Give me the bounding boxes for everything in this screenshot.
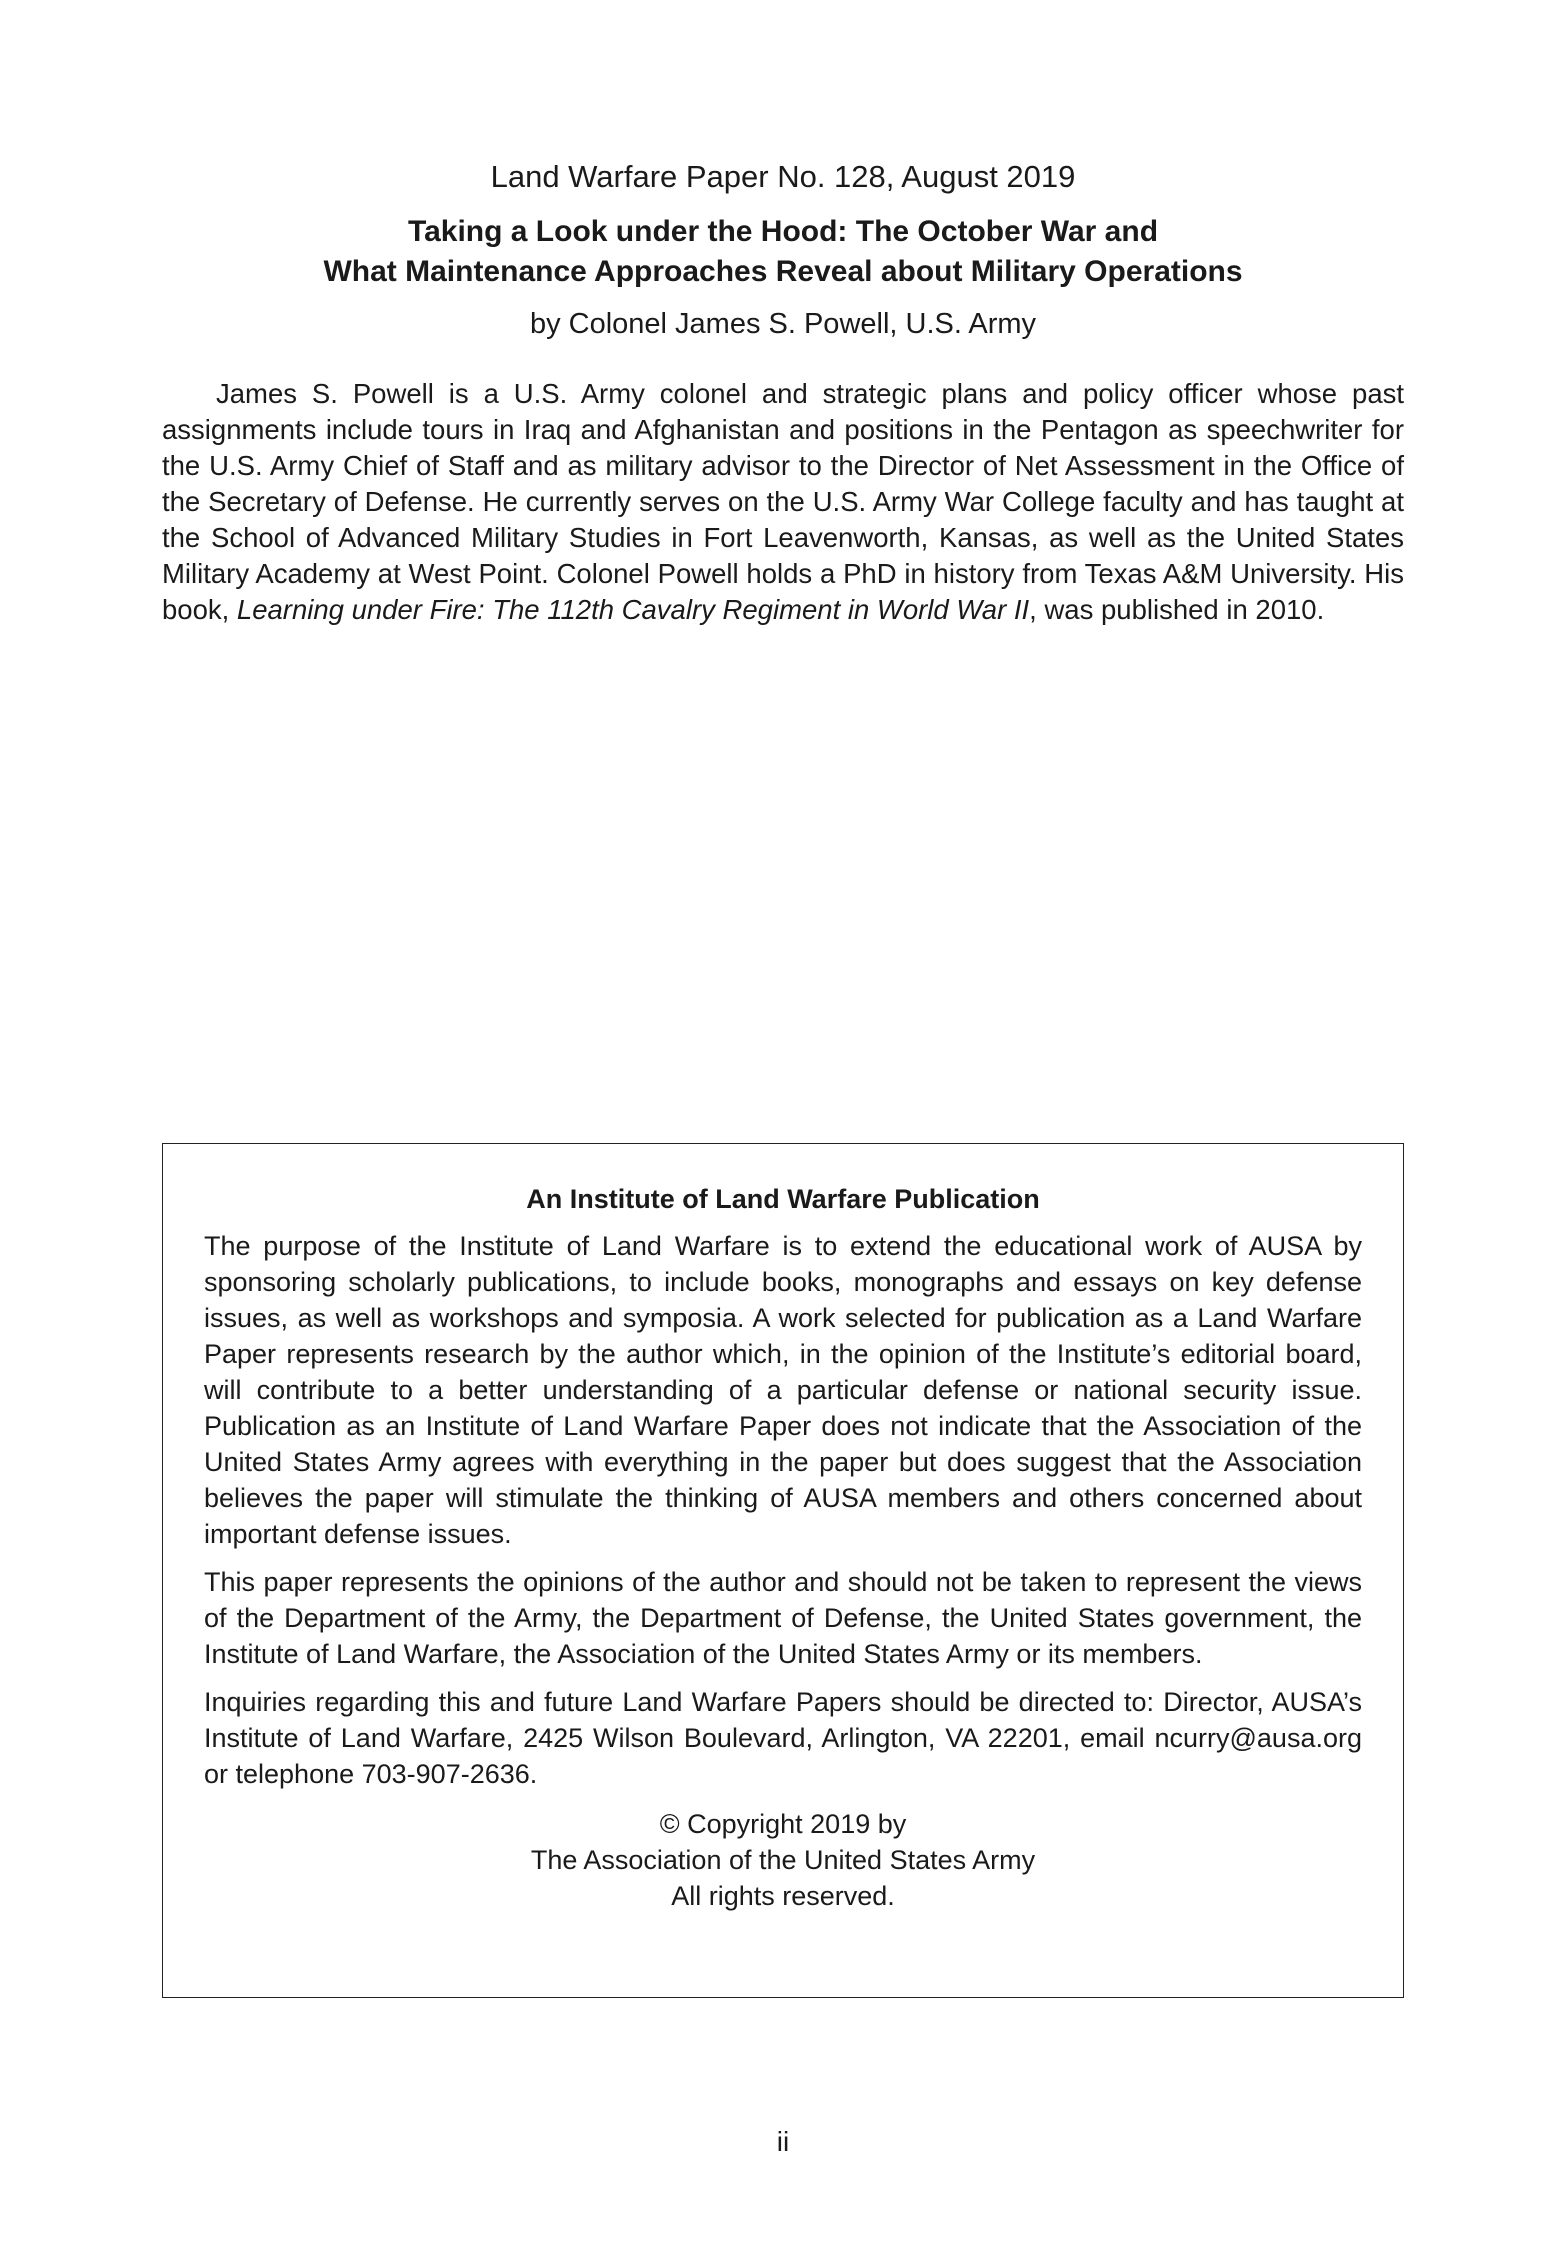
book-title: Learning under Fire: The 112th Cavalry Regiment in World War II <box>236 594 1030 625</box>
author-bio-text: James S. Powell is a U.S. Army colonel and strategic plans and policy officer whose past assignments include tours in Iraq and Afghanistan and positions in the Pentagon as speechwriter for the U.S. Army Chief of Staff and as military advisor to the Director of Net Assessment in the Office of the Secretary of Defense. He currently serves on the U.S. Army War College faculty and has taught at the School of Advanced Military Studies in Fort Leavenworth, Kansas, as well as the United States Military Academy at West Point. Colonel Powell holds a PhD in history from Texas A&M University. His book, <box>162 378 1404 625</box>
publication-heading: An Institute of Land Warfare Publication <box>526 1184 1040 1214</box>
paper-title-line-2: What Maintenance Approaches Reveal about Military Operations <box>323 255 1243 288</box>
copyright-line-2: The Association of the United States Army <box>530 1845 1036 1875</box>
disclaimer-paragraph: This paper represents the opinions of the author and should not be taken to represent the views of the Department of the Army, the Department of Defense, the United States government, the Institute of Land Warfare, the Association of the United States Army or its members. <box>204 1567 1362 1669</box>
paper-title-line-1: Taking a Look under the Hood: The October War and <box>407 215 1159 248</box>
paper-title <box>0 212 1566 292</box>
purpose-paragraph: The purpose of the Institute of Land Warfare is to extend the educational work of AUSA by sponsoring scholarly publications, to include books, monographs and essays on key defense issues, as well as workshops and symposia. A work selected for publication as a Land Warfare Paper represents research by the author which, in the opinion of the Institute’s editorial board, will contribute to a better understanding of a particular defense or national security issue. Publication as an Institute of Land Warfare Paper does not indicate that the Association of the United States Army agrees with everything in the paper but does suggest that the Association believes the paper will stimulate the thinking of AUSA members and others concerned about important defense issues. <box>204 1231 1362 1549</box>
author-bio <box>162 376 1404 628</box>
publication-info-box <box>162 1143 1404 1998</box>
author-bio-text-end: , was published in 2010. <box>1029 594 1325 625</box>
copyright-notice <box>204 1806 1362 1914</box>
series-line: Land Warfare Paper No. 128, August 2019 <box>490 159 1076 194</box>
inquiries-paragraph: Inquiries regarding this and future Land Warfare Papers should be directed to: Director, AUSA’s Institute of Land Warfare, 2425 Wilson Boulevard, Arlington, VA 22201, email ncurry@ausa.org or telephone 703-907-2636. <box>204 1687 1362 1789</box>
publication-info-content <box>204 1181 1362 1914</box>
copyright-line-3: All rights reserved. <box>671 1881 895 1911</box>
page-number: ii <box>776 2126 790 2157</box>
byline: by Colonel James S. Powell, U.S. Army <box>529 308 1037 340</box>
copyright-line-1: © Copyright 2019 by <box>659 1809 907 1839</box>
